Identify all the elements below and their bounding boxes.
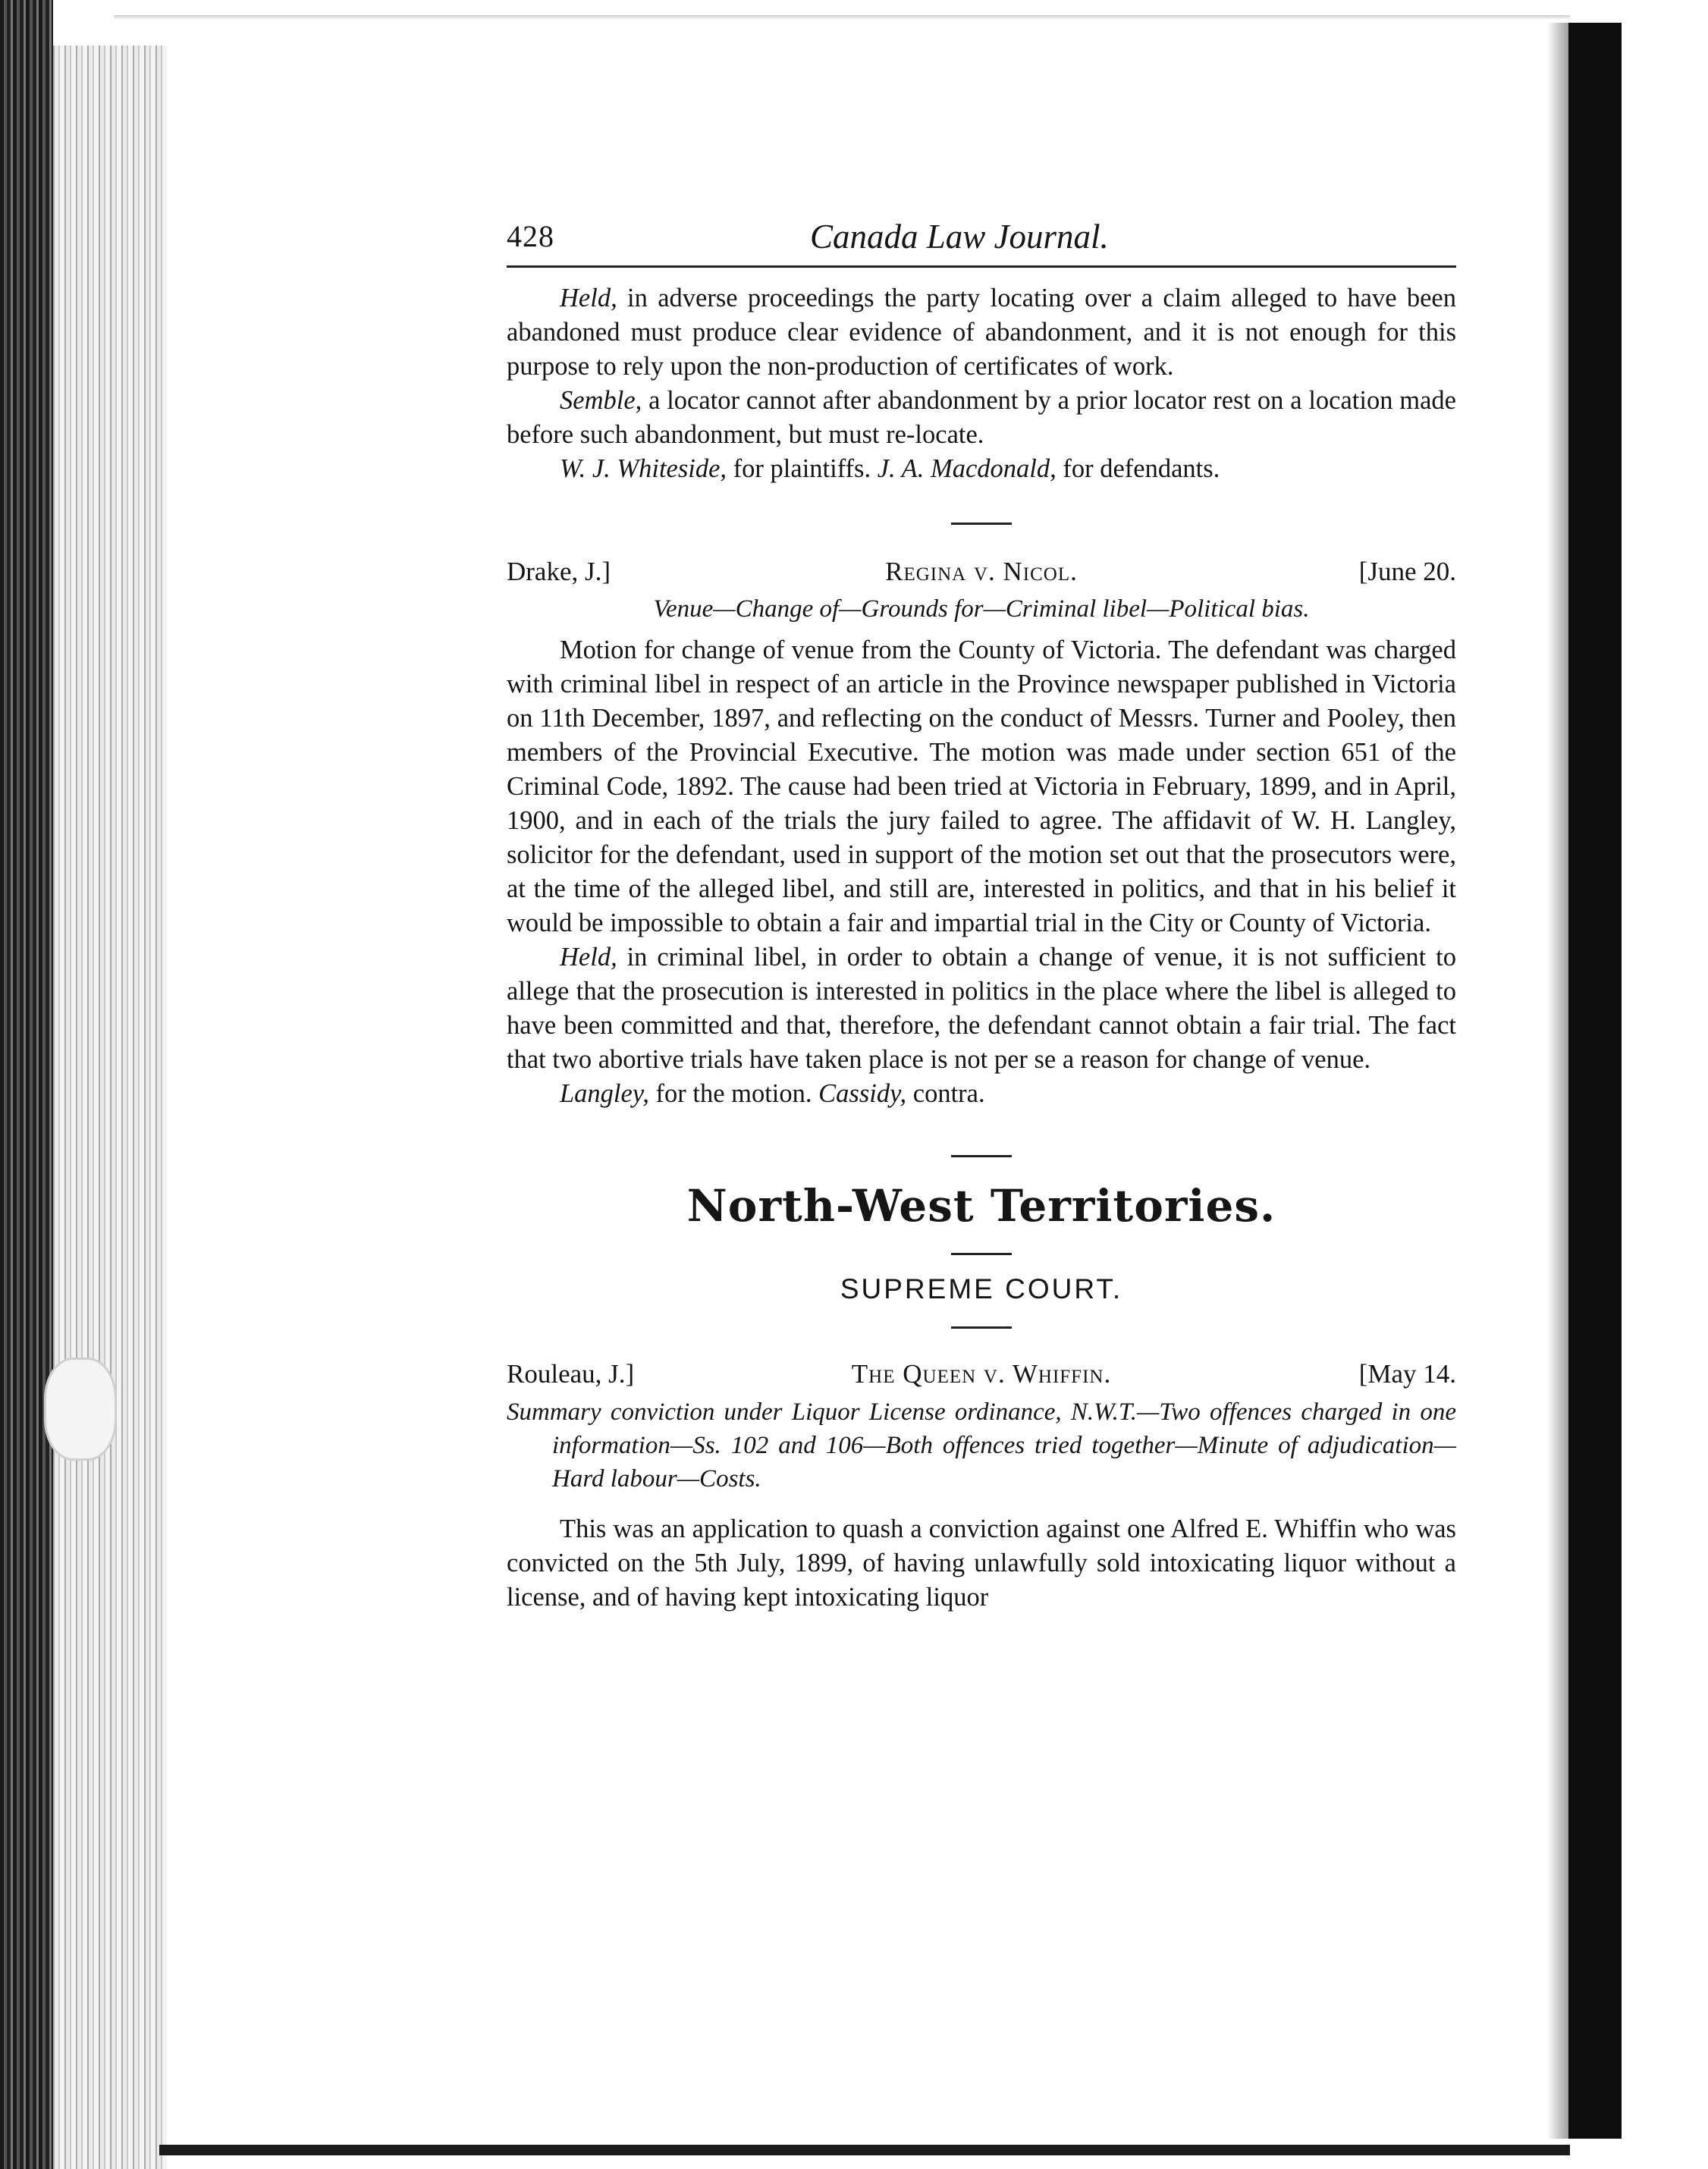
counsel-plaintiff: W. J. Whiteside, — [560, 454, 727, 483]
case1-held-paragraph — [507, 281, 1456, 384]
case3-catchwords: Summary conviction under Liquor License ordinance, N.W.T.—Two offences charged in one information—Ss. 102 and 106—Both offences tried together—Minute of adjudication—Hard labour—Costs. — [507, 1398, 1456, 1493]
journal-page — [507, 218, 1456, 1615]
scan-edge-right — [1568, 23, 1622, 2139]
counsel-contra: Cassidy, — [818, 1079, 907, 1108]
held-label: Held, — [560, 284, 617, 312]
page-number: 428 — [507, 219, 554, 253]
counsel-defendant: J. A. Macdonald, — [877, 454, 1057, 483]
held-text: in adverse proceedings the party locating over a claim alleged to have been abandoned must produce clear evidence of abandonment, and it is not enough for this purpose to rely upon the non-production of certificates of work. — [507, 284, 1456, 381]
case3-title: The Queen v. Whiffin. — [851, 1359, 1112, 1389]
page-stack-edge — [53, 46, 167, 2169]
case2-title: Regina v. Nicol. — [885, 557, 1078, 586]
scan-edge-bottom — [159, 2145, 1570, 2155]
section-title: North-West Territories. — [686, 1180, 1276, 1232]
held-label: Held, — [560, 943, 617, 971]
case2-body: Motion for change of venue from the County of Victoria. The defendant was charged with criminal libel in respect of an article in the Province newspaper published in Victoria on 11th December, 1897, and reflecting on the conduct of Messrs. Turner and Pooley, then members of the Provincial Executive. The motion was made under section 651 of the Criminal Code, 1892. The cause had been tried at Victoria in February, 1899, and in April, 1900, and in each of the trials the jury failed to agree. The affidavit of W. H. Langley, solicitor for the defendant, used in support of the motion set out that the prosecutors were, at the time of the alleged libel, and still are, interested in politics, and that in his belief it would be impossible to obtain a fair and impartial trial in the City or County of Victoria. — [507, 636, 1456, 937]
case2-heading — [507, 557, 1456, 593]
case1-counsel — [507, 452, 1456, 486]
case2-date: [June 20. — [1358, 557, 1456, 586]
page-edge-shadow — [1547, 23, 1568, 2139]
counsel-motion-role: for the motion. — [648, 1079, 819, 1108]
counsel-defendant-role: for defendants. — [1056, 454, 1220, 483]
case3-heading — [507, 1359, 1456, 1395]
semble-label: Semble, — [560, 386, 642, 415]
counsel-contra-role: contra. — [906, 1079, 985, 1108]
case1-semble-paragraph — [507, 384, 1456, 452]
court-name: SUPREME COURT. — [840, 1273, 1123, 1304]
running-head — [507, 218, 1456, 268]
case3-body: This was an application to quash a conviction against one Alfred E. Whiffin who was convicted on the 5th July, 1899, of having unlawfully sold intoxicating liquor without a license, and of having kept intoxicating liquor — [507, 1515, 1456, 1612]
case2-counsel — [507, 1077, 1456, 1111]
counsel-plaintiff-role: for plaintiffs. — [727, 454, 878, 483]
case3-date: [May 14. — [1358, 1359, 1456, 1389]
journal-title: Canada Law Journal. — [810, 218, 1109, 256]
held-text: in criminal libel, in order to obtain a change of venue, it is not sufficient to allege that the prosecution is interested in politics in the place where the libel is alleged to have been committed and that, therefore, the defendant cannot obtain a fair trial. The fact that two abortive trials have taken place is not per se a reason for change of venue. — [507, 943, 1456, 1074]
book-binding-edge — [0, 0, 53, 2169]
case2-catchwords: Venue—Change of—Grounds for—Criminal libel—Political bias. — [653, 595, 1310, 623]
case2-judge: Drake, J.] — [507, 557, 611, 586]
case2-held-paragraph — [507, 940, 1456, 1077]
counsel-motion: Langley, — [560, 1079, 649, 1108]
semble-text: a locator cannot after abandonment by a prior locator rest on a location made before such abandonment, but must re-locate. — [507, 386, 1456, 449]
scan-edge-top — [114, 15, 1570, 20]
binding-clip-mark — [44, 1358, 117, 1461]
case3-judge: Rouleau, J.] — [507, 1359, 635, 1389]
